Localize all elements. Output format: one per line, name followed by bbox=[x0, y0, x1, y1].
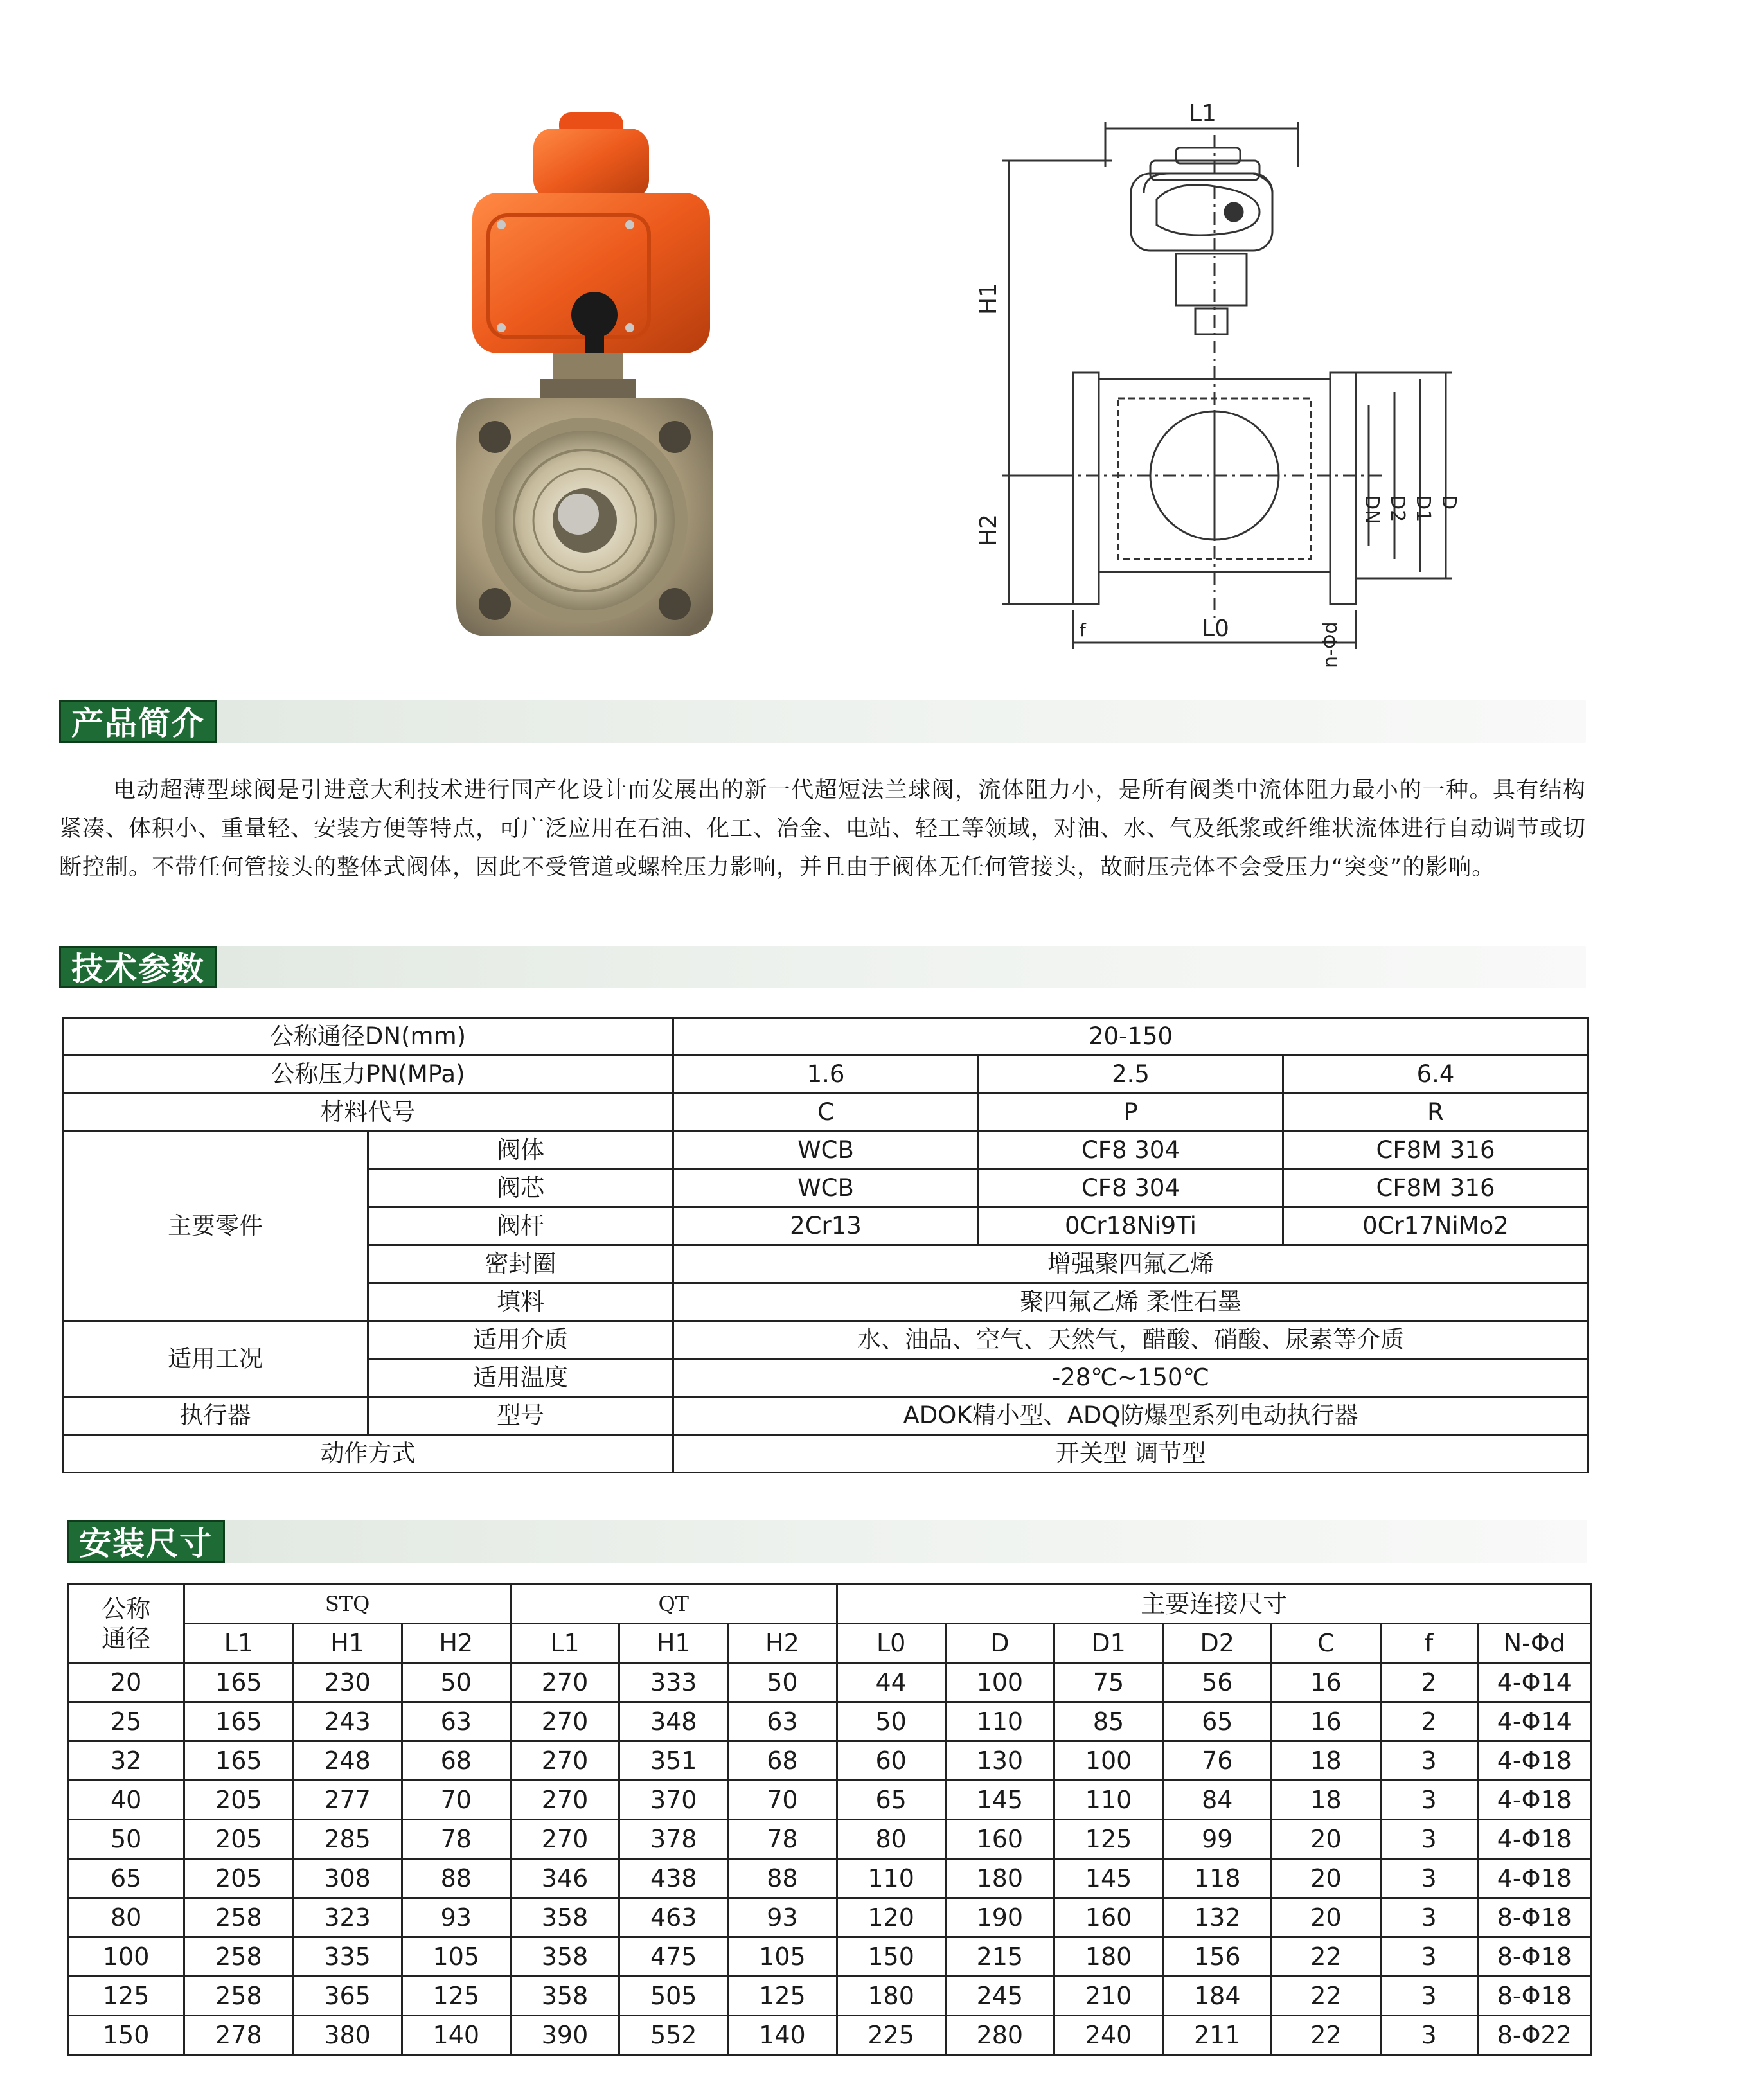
nominal-size-cell: 100 bbox=[68, 1937, 184, 1977]
table-cell: 378 bbox=[619, 1820, 728, 1859]
table-cell: 475 bbox=[619, 1937, 728, 1977]
valve-body bbox=[456, 398, 713, 636]
table-cell: 132 bbox=[1163, 1898, 1272, 1937]
table-cell: 3 bbox=[1380, 1937, 1477, 1977]
table-cell: 351 bbox=[619, 1741, 728, 1781]
table-row bbox=[68, 2016, 1592, 2055]
table-row bbox=[63, 1132, 1588, 1170]
param-value: 2Cr13 bbox=[673, 1207, 979, 1245]
table-cell: 3 bbox=[1380, 1977, 1477, 2016]
table-cell: 50 bbox=[837, 1702, 945, 1741]
param-value: 水、油品、空气、天然气，醋酸、硝酸、尿素等介质 bbox=[673, 1321, 1588, 1359]
param-value: C bbox=[673, 1094, 979, 1132]
table-row bbox=[63, 1321, 1588, 1359]
table-cell: 125 bbox=[402, 1977, 510, 2016]
param-label: 阀体 bbox=[368, 1132, 673, 1170]
table-cell: 258 bbox=[184, 1977, 293, 2016]
table-cell: 85 bbox=[1054, 1702, 1162, 1741]
table-cell: 2 bbox=[1380, 1663, 1477, 1702]
param-value: P bbox=[979, 1094, 1283, 1132]
table-row bbox=[63, 1435, 1588, 1473]
nominal-size-cell: 50 bbox=[68, 1820, 184, 1859]
param-value: R bbox=[1283, 1094, 1588, 1132]
table-cell: 2 bbox=[1380, 1702, 1477, 1741]
table-cell: 78 bbox=[402, 1820, 510, 1859]
label-n-phi-d: n-Φd bbox=[1319, 621, 1342, 668]
table-cell: 68 bbox=[402, 1741, 510, 1781]
table-cell: 145 bbox=[945, 1781, 1054, 1820]
param-group-label: 适用工况 bbox=[63, 1321, 368, 1397]
nominal-size-cell: 65 bbox=[68, 1859, 184, 1898]
column-header: N-Φd bbox=[1477, 1624, 1591, 1663]
param-label: 型号 bbox=[368, 1397, 673, 1435]
table-cell: 243 bbox=[293, 1702, 402, 1741]
table-cell: 4-Φ14 bbox=[1477, 1702, 1591, 1741]
table-cell: 270 bbox=[510, 1663, 619, 1702]
table-cell: 20 bbox=[1272, 1859, 1380, 1898]
table-cell: 358 bbox=[510, 1898, 619, 1937]
intro-paragraph bbox=[59, 771, 1586, 887]
table-row bbox=[63, 1018, 1588, 1056]
table-cell: 3 bbox=[1380, 1781, 1477, 1820]
table-cell: 180 bbox=[837, 1977, 945, 2016]
table-cell: 105 bbox=[728, 1937, 837, 1977]
column-header: L0 bbox=[837, 1624, 945, 1663]
section-bar-dims bbox=[67, 1520, 1587, 1563]
table-cell: 99 bbox=[1163, 1820, 1272, 1859]
table-cell: 225 bbox=[837, 2016, 945, 2055]
column-header: D2 bbox=[1163, 1624, 1272, 1663]
table-cell: 56 bbox=[1163, 1663, 1272, 1702]
param-value: CF8 304 bbox=[979, 1170, 1283, 1207]
column-header-qt: QT bbox=[510, 1585, 837, 1624]
table-cell: 380 bbox=[293, 2016, 402, 2055]
table-cell: 323 bbox=[293, 1898, 402, 1937]
table-cell: 60 bbox=[837, 1741, 945, 1781]
label-H1: H1 bbox=[975, 283, 1002, 315]
table-cell: 365 bbox=[293, 1977, 402, 2016]
table-header-row bbox=[68, 1585, 1592, 1624]
table-cell: 358 bbox=[510, 1977, 619, 2016]
table-cell: 63 bbox=[728, 1702, 837, 1741]
table-cell: 130 bbox=[945, 1741, 1054, 1781]
table-cell: 280 bbox=[945, 2016, 1054, 2055]
table-cell: 110 bbox=[837, 1859, 945, 1898]
table-cell: 156 bbox=[1163, 1937, 1272, 1977]
table-row bbox=[68, 1898, 1592, 1937]
table-cell: 248 bbox=[293, 1741, 402, 1781]
table-cell: 278 bbox=[184, 2016, 293, 2055]
table-cell: 20 bbox=[1272, 1898, 1380, 1937]
table-cell: 8-Φ22 bbox=[1477, 2016, 1591, 2055]
table-cell: 65 bbox=[1163, 1702, 1272, 1741]
param-value: 开关型 调节型 bbox=[673, 1435, 1588, 1473]
table-row bbox=[68, 1977, 1592, 2016]
table-cell: 100 bbox=[1054, 1741, 1162, 1781]
param-label: 密封圈 bbox=[368, 1245, 673, 1283]
valve-bracket bbox=[540, 353, 636, 398]
param-value: 1.6 bbox=[673, 1056, 979, 1094]
table-row bbox=[63, 1056, 1588, 1094]
column-header: H2 bbox=[728, 1624, 837, 1663]
table-cell: 308 bbox=[293, 1859, 402, 1898]
table-cell: 150 bbox=[837, 1937, 945, 1977]
table-cell: 70 bbox=[728, 1781, 837, 1820]
param-value: WCB bbox=[673, 1132, 979, 1170]
dimensions-table bbox=[67, 1583, 1592, 2056]
table-cell: 22 bbox=[1272, 2016, 1380, 2055]
nominal-size-cell: 20 bbox=[68, 1663, 184, 1702]
table-cell: 215 bbox=[945, 1937, 1054, 1977]
table-cell: 88 bbox=[728, 1859, 837, 1898]
param-value: 0Cr17NiMo2 bbox=[1283, 1207, 1588, 1245]
table-cell: 75 bbox=[1054, 1663, 1162, 1702]
nominal-size-cell: 25 bbox=[68, 1702, 184, 1741]
table-cell: 120 bbox=[837, 1898, 945, 1937]
nominal-size-cell: 125 bbox=[68, 1977, 184, 2016]
param-label: 适用温度 bbox=[368, 1359, 673, 1397]
param-label: 动作方式 bbox=[63, 1435, 673, 1473]
table-cell: 205 bbox=[184, 1859, 293, 1898]
table-cell: 205 bbox=[184, 1781, 293, 1820]
table-cell: 258 bbox=[184, 1937, 293, 1977]
table-cell: 22 bbox=[1272, 1937, 1380, 1977]
table-cell: 3 bbox=[1380, 1859, 1477, 1898]
label-L1: L1 bbox=[1189, 100, 1216, 127]
param-value: 6.4 bbox=[1283, 1056, 1588, 1094]
label-H2: H2 bbox=[975, 514, 1002, 546]
table-cell: 110 bbox=[1054, 1781, 1162, 1820]
table-cell: 335 bbox=[293, 1937, 402, 1977]
param-value: ADOK精小型、ADQ防爆型系列电动执行器 bbox=[673, 1397, 1588, 1435]
table-cell: 3 bbox=[1380, 1820, 1477, 1859]
table-cell: 70 bbox=[402, 1781, 510, 1820]
table-cell: 463 bbox=[619, 1898, 728, 1937]
table-cell: 270 bbox=[510, 1820, 619, 1859]
column-header-connection: 主要连接尺寸 bbox=[837, 1585, 1591, 1624]
table-cell: 205 bbox=[184, 1820, 293, 1859]
table-cell: 4-Φ18 bbox=[1477, 1820, 1591, 1859]
params-table bbox=[62, 1017, 1589, 1473]
table-cell: 230 bbox=[293, 1663, 402, 1702]
electric-actuator bbox=[472, 112, 710, 353]
table-cell: 184 bbox=[1163, 1977, 1272, 2016]
table-cell: 348 bbox=[619, 1702, 728, 1741]
table-cell: 8-Φ18 bbox=[1477, 1977, 1591, 2016]
table-cell: 8-Φ18 bbox=[1477, 1898, 1591, 1937]
table-cell: 50 bbox=[728, 1663, 837, 1702]
table-row bbox=[68, 1663, 1592, 1702]
param-value: CF8M 316 bbox=[1283, 1132, 1588, 1170]
table-cell: 93 bbox=[728, 1898, 837, 1937]
table-row bbox=[63, 1397, 1588, 1435]
table-cell: 145 bbox=[1054, 1859, 1162, 1898]
table-cell: 4-Φ18 bbox=[1477, 1741, 1591, 1781]
param-label: 材料代号 bbox=[63, 1094, 673, 1132]
table-cell: 258 bbox=[184, 1898, 293, 1937]
table-cell: 552 bbox=[619, 2016, 728, 2055]
param-value: WCB bbox=[673, 1170, 979, 1207]
table-cell: 16 bbox=[1272, 1663, 1380, 1702]
table-cell: 245 bbox=[945, 1977, 1054, 2016]
table-cell: 358 bbox=[510, 1937, 619, 1977]
param-label: 公称通径DN(mm) bbox=[63, 1018, 673, 1056]
param-group-label: 执行器 bbox=[63, 1397, 368, 1435]
column-header: C bbox=[1272, 1624, 1380, 1663]
column-header: H1 bbox=[619, 1624, 728, 1663]
table-cell: 190 bbox=[945, 1898, 1054, 1937]
param-label: 公称压力PN(MPa) bbox=[63, 1056, 673, 1094]
table-cell: 270 bbox=[510, 1741, 619, 1781]
table-cell: 50 bbox=[402, 1663, 510, 1702]
column-header: L1 bbox=[184, 1624, 293, 1663]
label-L0: L0 bbox=[1202, 616, 1229, 642]
table-cell: 165 bbox=[184, 1702, 293, 1741]
table-cell: 277 bbox=[293, 1781, 402, 1820]
table-cell: 285 bbox=[293, 1820, 402, 1859]
table-cell: 270 bbox=[510, 1702, 619, 1741]
table-cell: 438 bbox=[619, 1859, 728, 1898]
table-cell: 211 bbox=[1163, 2016, 1272, 2055]
table-cell: 100 bbox=[945, 1663, 1054, 1702]
nominal-size-cell: 80 bbox=[68, 1898, 184, 1937]
column-header: H2 bbox=[402, 1624, 510, 1663]
table-cell: 160 bbox=[945, 1820, 1054, 1859]
column-header-nominal: 公称 通径 bbox=[68, 1585, 184, 1663]
table-cell: 4-Φ14 bbox=[1477, 1663, 1591, 1702]
table-cell: 18 bbox=[1272, 1781, 1380, 1820]
param-label: 适用介质 bbox=[368, 1321, 673, 1359]
table-cell: 333 bbox=[619, 1663, 728, 1702]
table-cell: 346 bbox=[510, 1859, 619, 1898]
label-D1: D1 bbox=[1412, 495, 1434, 522]
table-cell: 3 bbox=[1380, 2016, 1477, 2055]
table-cell: 65 bbox=[837, 1781, 945, 1820]
table-cell: 390 bbox=[510, 2016, 619, 2055]
table-header-row bbox=[68, 1624, 1592, 1663]
product-photo bbox=[411, 96, 855, 649]
table-cell: 18 bbox=[1272, 1741, 1380, 1781]
section-title-params: 技术参数 bbox=[59, 946, 217, 988]
table-cell: 180 bbox=[1054, 1937, 1162, 1977]
table-cell: 3 bbox=[1380, 1898, 1477, 1937]
column-header: D1 bbox=[1054, 1624, 1162, 1663]
intro-text: 电动超薄型球阀是引进意大利技术进行国产化设计而发展出的新一代超短法兰球阀，流体阻力小，是所有阀类中流体阻力最小的一种。具有结构紧凑、体积小、重量轻、安装方便等特点，可广泛应用在石油、化工、冶金、电站、轻工等领域，对油、水、气及纸浆或纤维状流体进行自动调节或切断控制。不带任何管接头的整体式阀体，因此不受管道或螺栓压力影响，并且由于阀体无任何管接头，故耐压壳体不会受压力“突变”的影响。 bbox=[59, 778, 1587, 880]
param-value: 0Cr18Ni9Ti bbox=[979, 1207, 1283, 1245]
param-group-label: 主要零件 bbox=[63, 1132, 368, 1321]
section-title-dims: 安装尺寸 bbox=[67, 1520, 225, 1563]
param-value: 增强聚四氟乙烯 bbox=[673, 1245, 1588, 1283]
param-value: 20-150 bbox=[673, 1018, 1588, 1056]
table-cell: 20 bbox=[1272, 1820, 1380, 1859]
table-row bbox=[68, 1781, 1592, 1820]
section-title-intro: 产品简介 bbox=[59, 700, 217, 743]
column-header: D bbox=[945, 1624, 1054, 1663]
table-cell: 44 bbox=[837, 1663, 945, 1702]
table-cell: 4-Φ18 bbox=[1477, 1859, 1591, 1898]
table-cell: 110 bbox=[945, 1702, 1054, 1741]
table-cell: 78 bbox=[728, 1820, 837, 1859]
section-bar-params bbox=[59, 946, 1586, 988]
param-value: 2.5 bbox=[979, 1056, 1283, 1094]
table-cell: 80 bbox=[837, 1820, 945, 1859]
table-cell: 3 bbox=[1380, 1741, 1477, 1781]
table-cell: 4-Φ18 bbox=[1477, 1781, 1591, 1820]
column-header: H1 bbox=[293, 1624, 402, 1663]
table-cell: 84 bbox=[1163, 1781, 1272, 1820]
nominal-size-cell: 32 bbox=[68, 1741, 184, 1781]
table-cell: 160 bbox=[1054, 1898, 1162, 1937]
label-D2: D2 bbox=[1386, 495, 1409, 522]
param-label: 填料 bbox=[368, 1283, 673, 1321]
label-f: f bbox=[1080, 619, 1086, 641]
label-DN: DN bbox=[1360, 495, 1383, 524]
table-cell: 270 bbox=[510, 1781, 619, 1820]
table-row bbox=[68, 1937, 1592, 1977]
dimensions-body bbox=[68, 1663, 1592, 2055]
table-row bbox=[68, 1741, 1592, 1781]
param-label: 阀芯 bbox=[368, 1170, 673, 1207]
table-cell: 88 bbox=[402, 1859, 510, 1898]
table-cell: 165 bbox=[184, 1663, 293, 1702]
table-cell: 63 bbox=[402, 1702, 510, 1741]
table-cell: 180 bbox=[945, 1859, 1054, 1898]
table-cell: 68 bbox=[728, 1741, 837, 1781]
column-header: f bbox=[1380, 1624, 1477, 1663]
nominal-size-cell: 150 bbox=[68, 2016, 184, 2055]
nominal-size-cell: 40 bbox=[68, 1781, 184, 1820]
column-header-stq: STQ bbox=[184, 1585, 511, 1624]
table-cell: 76 bbox=[1163, 1741, 1272, 1781]
table-row bbox=[68, 1820, 1592, 1859]
param-value: CF8 304 bbox=[979, 1132, 1283, 1170]
table-cell: 8-Φ18 bbox=[1477, 1937, 1591, 1977]
dimension-drawing bbox=[975, 96, 1472, 675]
table-cell: 118 bbox=[1163, 1859, 1272, 1898]
table-cell: 16 bbox=[1272, 1702, 1380, 1741]
table-cell: 505 bbox=[619, 1977, 728, 2016]
table-cell: 125 bbox=[728, 1977, 837, 2016]
param-value: 聚四氟乙烯 柔性石墨 bbox=[673, 1283, 1588, 1321]
table-row bbox=[68, 1702, 1592, 1741]
table-cell: 22 bbox=[1272, 1977, 1380, 2016]
table-cell: 210 bbox=[1054, 1977, 1162, 2016]
table-cell: 165 bbox=[184, 1741, 293, 1781]
table-cell: 105 bbox=[402, 1937, 510, 1977]
column-header: L1 bbox=[510, 1624, 619, 1663]
table-cell: 240 bbox=[1054, 2016, 1162, 2055]
table-cell: 140 bbox=[728, 2016, 837, 2055]
table-row bbox=[63, 1094, 1588, 1132]
param-label: 阀杆 bbox=[368, 1207, 673, 1245]
label-D: D bbox=[1437, 495, 1460, 510]
param-value: -28℃~150℃ bbox=[673, 1359, 1588, 1397]
param-value: CF8M 316 bbox=[1283, 1170, 1588, 1207]
table-cell: 140 bbox=[402, 2016, 510, 2055]
table-cell: 93 bbox=[402, 1898, 510, 1937]
table-cell: 125 bbox=[1054, 1820, 1162, 1859]
section-bar-intro bbox=[59, 700, 1586, 743]
table-cell: 370 bbox=[619, 1781, 728, 1820]
table-row bbox=[68, 1859, 1592, 1898]
